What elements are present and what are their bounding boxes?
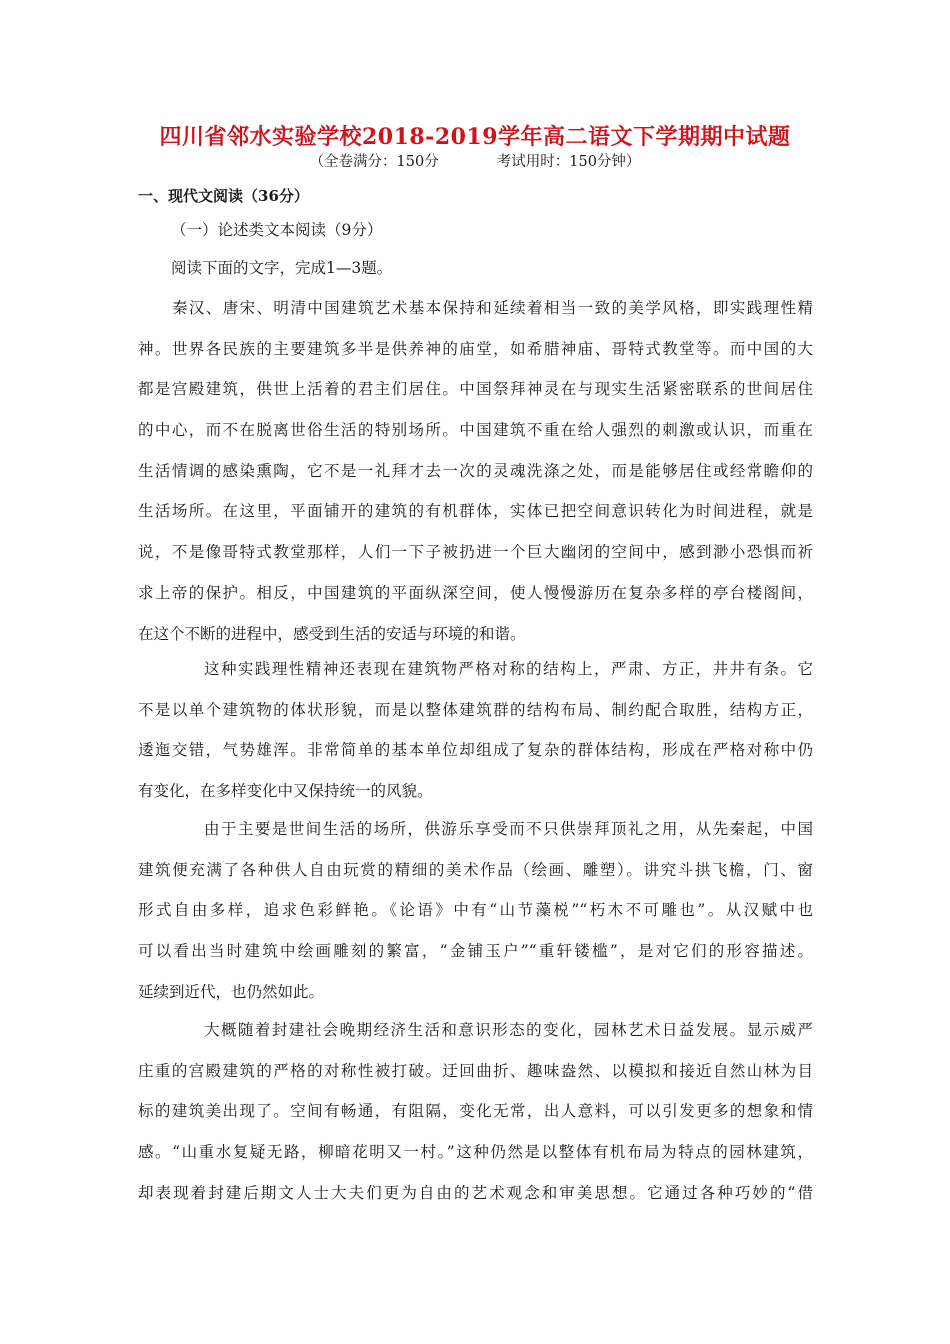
document-title: 四川省邻水实验学校2018-2019学年高二语文下学期期中试题 [159,124,791,150]
text-line: 庄重的宫殿建筑的严格的对称性被打破。迂回曲折、趣味盎然、以模拟和接近自然山林为目 [138,1061,813,1080]
text-line: 求上帝的保护。相反，中国建筑的平面纵深空间，使人慢慢游历在复杂多样的亭台楼阁间， [138,583,813,602]
text-line: 建筑便充满了各种供人自由玩赏的精细的美术作品（绘画、雕塑）。讲究斗拱飞檐，门、窗 [138,860,813,879]
paragraph-4 [138,1018,813,1221]
text-line: 这种实践理性精神还表现在建筑物严格对称的结构上，严肃、方正，井井有条。它 [204,660,813,678]
sub-section-heading: （一）论述类文本阅读（9分） [171,221,383,239]
exam-info-line [0,151,950,173]
text-line: 有变化，在多样变化中又保持统一的风貌。 [138,782,433,801]
text-line: 感。“山重水复疑无路，柳暗花明又一村。”这种仍然是以整体有机布局为特点的园林建筑， [138,1143,813,1162]
exam-time-info: 考试用时：150分钟） [496,154,641,170]
text-line: 说，不是像哥特式教堂那样，人们一下子被扔进一个巨大幽闭的空间中，感到渺小恐惧而祈 [138,543,813,562]
text-line: 逶迤交错，气势雄浑。非常简单的基本单位却组成了复杂的群体结构，形成在严格对称中仍 [138,741,813,760]
text-line: 延续到近代，也仍然如此。 [138,982,325,1001]
text-line: 由于主要是世间生活的场所，供游乐享受而不只供崇拜顶礼之用，从先秦起，中国 [204,820,813,838]
text-line: 标的建筑美出现了。空间有畅通，有阻隔，变化无常，出人意料，可以引发更多的想象和情 [138,1102,813,1121]
section-heading: 一、现代文阅读（36分） [138,187,309,205]
text-line: 在这个不断的进程中，感受到生活的安适与环境的和谐。 [138,624,526,643]
total-score-info: （全卷满分：150分 [309,154,439,170]
text-line: 大概随着封建社会晚期经济生活和意识形态的变化，园林艺术日益发展。显示威严 [204,1021,813,1039]
reading-instruction: 阅读下面的文字，完成1—3题。 [171,259,393,277]
paragraph-3 [138,817,813,1020]
text-line: 可以看出当时建筑中绘画雕刻的繁富，“金铺玉户”“重轩镂槛”，是对它们的形容描述。 [138,942,813,961]
text-line: 神。世界各民族的主要建筑多半是供养神的庙堂，如希腊神庙、哥特式教堂等。而中国的大 [138,339,813,358]
paragraph-2 [138,657,813,820]
text-line: 秦汉、唐宋、明清中国建筑艺术基本保持和延续着相当一致的美学风格，即实践理性精 [172,299,813,317]
text-line: 却表现着封建后期文人士大夫们更为自由的艺术观念和审美思想。它通过各种巧妙的“借 [138,1183,813,1202]
text-line: 不是以单个建筑物的体状形貌，而是以整体建筑群的结构布局、制约配合取胜，结构方正， [138,700,813,719]
text-line: 的中心，而不在脱离世俗生活的特别场所。中国建筑不重在给人强烈的刺激或认识，而重在 [138,421,813,440]
text-line: 形式自由多样，追求色彩鲜艳。《论语》中有“山节藻棁”“朽木不可雕也”。从汉赋中也 [138,901,813,920]
paragraph-1 [138,296,813,662]
text-line: 都是宫殿建筑，供世上活着的君主们居住。中国祭拜神灵在与现实生活紧密联系的世间居住 [138,380,813,399]
text-line: 生活场所。在这里，平面铺开的建筑的有机群体，实体已把空间意识转化为时间进程，就是 [138,502,813,521]
text-line: 生活情调的感染熏陶，它不是一礼拜才去一次的灵魂洗涤之处，而是能够居住或经常瞻仰的 [138,461,813,480]
